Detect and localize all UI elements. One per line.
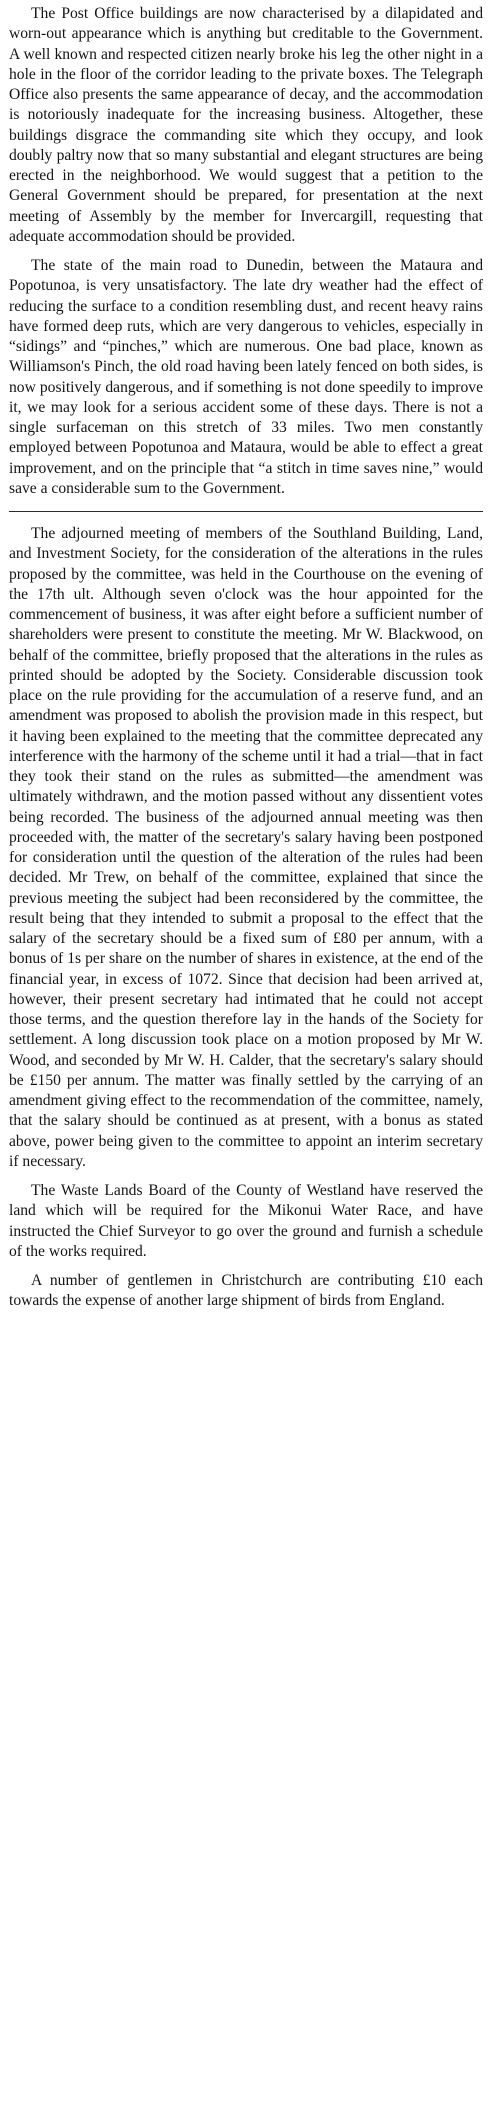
paragraph-dunedin-road: The state of the main road to Dunedin, between the Mataura and Popotunoa, is very unsatisfactory. The late dry weather had the effect of reducing the surface to a condition resembling dust, and recent heavy rains have formed deep ruts, which are very dangerous to vehicles, especially in “sidings” and “pinches,” which are numerous. One bad place, known as Williamson's Pinch, the old road having been lately fenced on both sides, is now positively dangerous, and if something is not done speedily to improve it, we may look for a serious accident some of these days. There is not a single surfaceman on this stretch of 33 miles. Two men constantly employed between Popotunoa and Mataura, would be able to effect a great improvement, and on the principle that “a stitch in time saves nine,” would save a considerable sum to the Government.	[9, 257, 483, 497]
paragraph-waste-lands: The Waste Lands Board of the County of Westland have reserved the land which will be required for the Mikonui Water Race, and have instructed the Chief Surveyor to go over the ground and furnish a schedule of the works required.	[9, 1182, 483, 1260]
newspaper-column	[9, 4, 483, 1312]
paragraph-spacer	[9, 1172, 483, 1181]
paragraph-spacer	[9, 1262, 483, 1271]
paragraph-christchurch-birds: A number of gentlemen in Christchurch are contributing £10 each towards the expense of another large shipment of birds from England.	[9, 1272, 483, 1310]
paragraph-building-society: The adjourned meeting of members of the Southland Building, Land, and Investment Society, for the consideration of the alterations in the rules proposed by the committee, was held in the Courthouse on the evening of the 17th ult. Although seven o'clock was the hour appointed for the commencement of business, it was after eight before a sufficient number of shareholders were present to constitute the meeting. Mr W. Blackwood, on behalf of the committee, briefly proposed that the alterations in the rules as printed should be adopted by the Society. Considerable discussion took place on the rule providing for the accumulation of a reserve fund, and an amendment was proposed to abolish the provision made in this respect, but it having been explained to the meeting that the committee deprecated any interference with the harmony of the scheme until it had a trial—that in fact they took their stand on the rules as submitted—the amendment was ultimately withdrawn, and the motion passed without any dissentient votes being recorded. The business of the adjourned annual meeting was then proceeded with, the matter of the secretary's salary having been postponed for consideration until the question of the alteration of the rules had been decided. Mr Trew, on behalf of the committee, explained that since the previous meeting the subject had been reconsidered by the committee, the result being that they intended to submit a proposal to the effect that the salary of the secretary should be a fixed sum of £80 per annum, with a bonus of 1s per share on the number of shares in existence, at the end of the financial year, in excess of 1072. Since that decision had been arrived at, however, their present secretary had intimated that he could not accept those terms, and the question therefore lay in the hands of the Society for settlement. A long discussion took place on a motion proposed by Mr W. Wood, and seconded by Mr W. H. Calder, that the secretary's salary should be £150 per annum. The matter was finally settled by the carrying of an amendment giving effect to the recommendation of the committee, namely, that the salary should be continued as at present, with a bonus as stated above, power being given to the committee to appoint an interim secretary if necessary.	[9, 525, 483, 1170]
paragraph-post-office: The Post Office buildings are now characterised by a dilapidated and worn-out appearance which is anything but creditable to the Government. A well known and respected citizen nearly broke his leg the other night in a hole in the floor of the corridor leading to the private boxes. The Telegraph Office also presents the same appearance of decay, and the accommodation is notoriously inadequate for the increasing business. Altogether, these buildings disgrace the commanding site which they occupy, and look doubly paltry now that so many substantial and elegant structures are being erected in the neighborhood. We would suggest that a petition to the General Government should be prepared, for presentation at the next meeting of Assembly by the member for Invercargill, requesting that adequate accommodation should be provided.	[9, 5, 483, 245]
column-divider	[9, 511, 483, 512]
paragraph-spacer	[9, 247, 483, 256]
